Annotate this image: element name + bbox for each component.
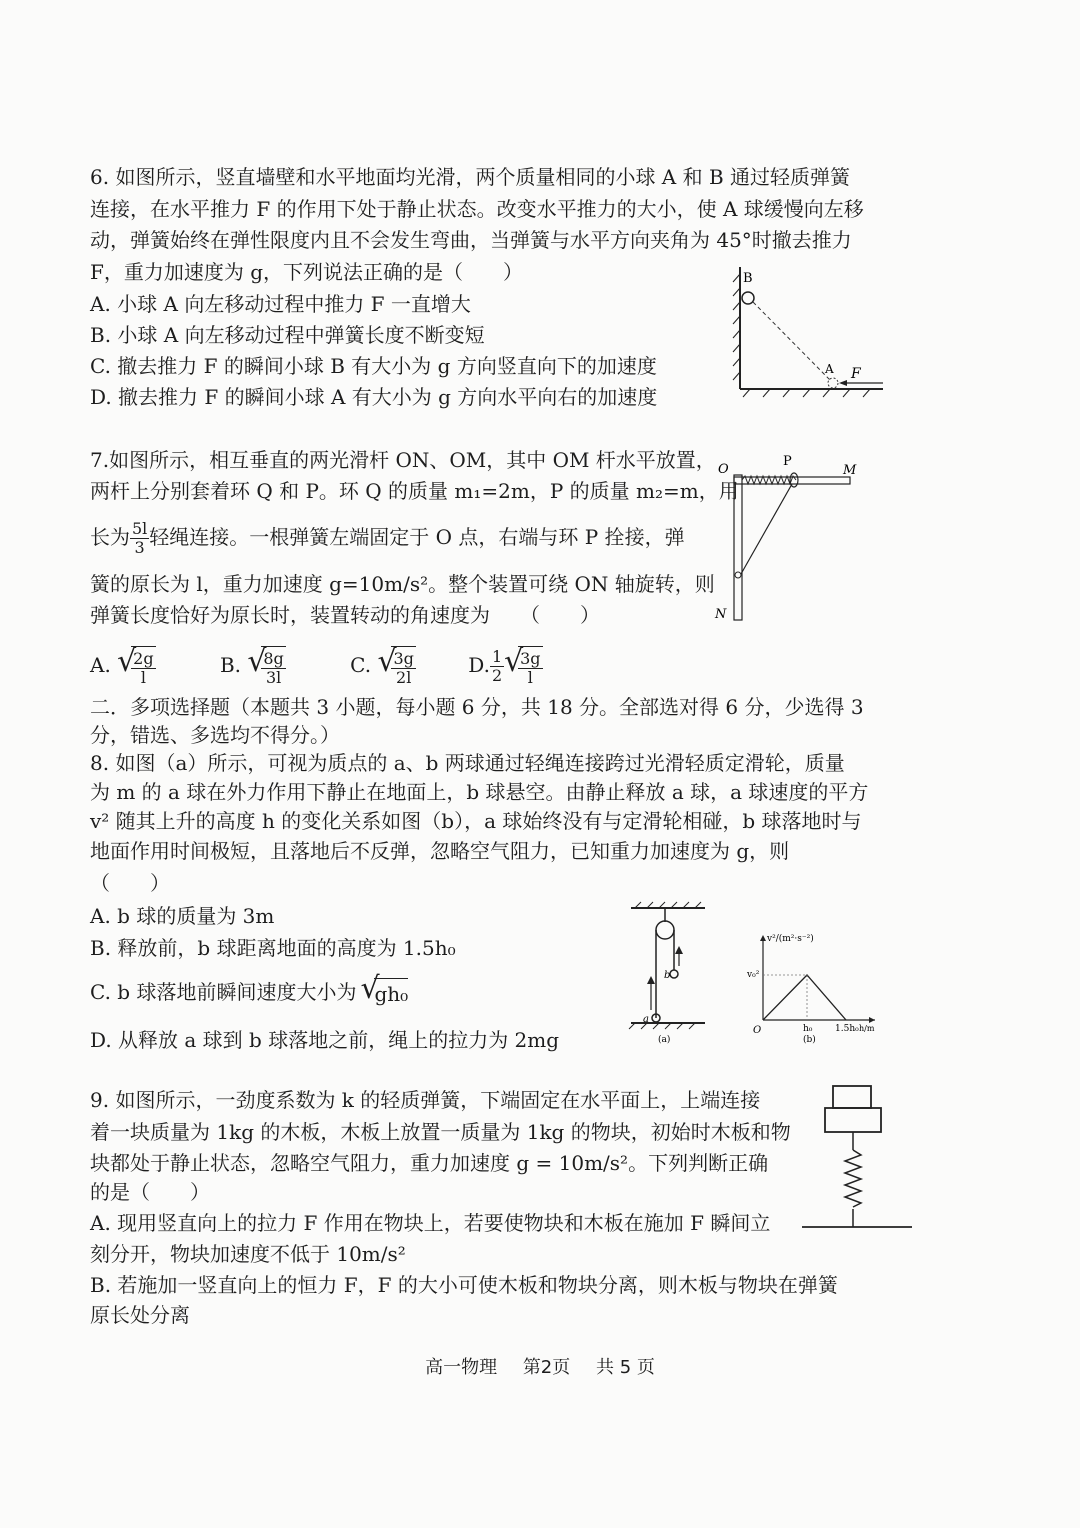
v2-graph-line	[763, 975, 846, 1020]
q7-line-3-post: 轻绳连接。一根弹簧左端固定于 O 点，右端与环 P 拴接，弹	[149, 525, 685, 549]
rod-on	[734, 475, 742, 620]
footer-subject: 高一物理	[425, 1357, 498, 1378]
q9-option-b-line-2: 原长处分离	[90, 1303, 190, 1327]
frac-num: 5l	[132, 519, 148, 538]
q9-line-3: 块都处于静止状态，忽略空气阻力，重力加速度 g = 10m/s²。下列判断正确	[90, 1151, 769, 1175]
q9-line-2: 着一块质量为 1kg 的木板，木板上放置一质量为 1kg 的物块，初始时木板和物	[90, 1120, 791, 1144]
q8-line-4: 地面作用时间极短，且落地后不反弹，忽略空气阻力，已知重力加速度为 g，则	[90, 839, 790, 863]
q6-option-d: D. 撤去推力 F 的瞬间小球 A 有大小为 g 方向水平向右的加速度	[90, 385, 658, 409]
label-p: P	[783, 454, 792, 469]
label-f: F	[851, 366, 861, 382]
label-a: A	[825, 362, 834, 376]
label-origin: O	[753, 1025, 762, 1036]
q8-figure-b	[745, 925, 880, 1045]
q7-option-d: D. $\frac{1}{2}$ √ $\frac{3g}{l}$	[468, 645, 542, 687]
q7-option-b: B. √ $\frac{8g}{3l}$	[220, 645, 286, 687]
q6-line-4: F，重力加速度为 g，下列说法正确的是（ ）	[90, 260, 524, 284]
pulley	[656, 921, 674, 939]
q8-figure-a	[625, 900, 715, 1050]
q7-line-2: 两杆上分别套着环 Q 和 P。环 Q 的质量 m₁=2m，P 的质量 m₂=m，用	[90, 479, 739, 503]
ring-q	[735, 572, 741, 578]
label-h15: 1.5h₀	[835, 1024, 859, 1034]
caption-b: (b)	[803, 1035, 816, 1045]
ylabel: v²/(m²·s⁻²)	[767, 934, 814, 944]
q7-line-3-pre: 长为	[90, 525, 130, 549]
caption-a: (a)	[658, 1035, 671, 1045]
ball-b	[742, 292, 754, 304]
rope	[741, 484, 792, 574]
label-b: b	[664, 970, 671, 981]
q7-line-4: 簧的原长为 l，重力加速度 g=10m/s²。整个装置可绕 ON 轴旋转，则	[90, 572, 715, 596]
q7-options	[90, 645, 581, 687]
page-footer	[0, 1353, 1080, 1379]
q9-option-b-line-1: B. 若施加一竖直向上的恒力 F，F 的大小可使木板和物块分离，则木板与物块在弹簧	[90, 1273, 838, 1297]
q8-line-3: v² 随其上升的高度 h 的变化关系如图（b），a 球始终没有与定滑轮相碰，b 球落地时与	[90, 809, 862, 833]
label-n: N	[715, 607, 727, 622]
footer-page: 第2页	[522, 1357, 571, 1378]
q6-option-a: A. 小球 A 向左移动过程中推力 F 一直增大	[90, 292, 471, 316]
q7-rope-fraction	[130, 520, 149, 557]
label-a: a	[643, 1014, 649, 1025]
q8-option-b: B. 释放前，b 球距离地面的高度为 1.5h₀	[90, 936, 456, 960]
q8-line-1: 8. 如图（a）所示，可视为质点的 a、b 两球通过轻绳连接跨过光滑轻质定滑轮，质量	[90, 751, 845, 775]
q9-line-1: 9. 如图所示，一劲度系数为 k 的轻质弹簧，下端固定在水平面上，上端连接	[90, 1088, 761, 1112]
q6-option-b: B. 小球 A 向左移动过程中弹簧长度不断变短	[90, 323, 485, 347]
q7-line-5: 弹簧长度恰好为原长时，装置转动的角速度为 （ ）	[90, 603, 600, 627]
label-m: M	[843, 463, 857, 478]
q8-option-d: D. 从释放 a 球到 b 球落地之前，绳上的拉力为 2mg	[90, 1028, 560, 1052]
q9-option-a-line-2: 刻分开，物块加速度不低于 10m/s²	[90, 1242, 406, 1266]
frac-den: 3	[134, 538, 145, 557]
label-v0: v₀²	[747, 970, 760, 980]
label-xunit: h/m	[859, 1024, 875, 1033]
label-b: B	[743, 271, 753, 286]
q7-line-1: 7.如图所示，相互垂直的两光滑杆 ON、OM，其中 OM 杆水平放置，	[90, 448, 716, 472]
q7-figure	[710, 450, 860, 628]
label-o: O	[718, 462, 729, 477]
q7-option-c: C. √ $\frac{3g}{2l}$	[350, 645, 416, 687]
q8-option-a: A. b 球的质量为 3m	[90, 904, 275, 928]
ball-b	[670, 970, 678, 978]
q9-option-a-line-1: A. 现用竖直向上的拉力 F 作用在物块上，若要使物块和木板在施加 F 瞬间立	[90, 1211, 771, 1235]
q7-option-a: A. √ $\frac{2g}{l}$	[90, 645, 156, 687]
q7-line-3	[90, 520, 685, 557]
label-h0: h₀	[803, 1024, 813, 1034]
spring	[742, 476, 796, 484]
block	[833, 1086, 871, 1108]
q8-option-c: C. b 球落地前瞬间速度大小为√ gh₀	[90, 977, 408, 1009]
q6-figure	[725, 262, 890, 407]
footer-total: 共 5 页	[596, 1357, 655, 1378]
q6-line-2: 连接，在水平推力 F 的作用下处于静止状态。改变水平推力的大小，使 A 球缓慢向左移	[90, 197, 864, 221]
q8-line-5: （ ）	[90, 871, 170, 895]
q9-figure	[800, 1080, 915, 1235]
q8-line-2: 为 m 的 a 球在外力作用下静止在地面上，b 球悬空。由静止释放 a 球，a 球速度的平方	[90, 780, 869, 804]
q9-line-4: 的是（ ）	[90, 1180, 210, 1204]
q6-line-3: 动，弹簧始终在弹性限度内且不会发生弯曲，当弹簧与水平方向夹角为 45°时撤去推力	[90, 228, 852, 252]
section2-line-2: 分，错选、多选均不得分。）	[90, 723, 340, 747]
spring	[845, 1150, 861, 1207]
q6-line-1: 6. 如图所示，竖直墙壁和水平地面均光滑，两个质量相同的小球 A 和 B 通过轻质弹簧	[90, 165, 851, 189]
section2-line-1: 二．多项选择题（本题共 3 小题，每小题 6 分，共 18 分。全部选对得 6 分，少选得 3	[90, 695, 864, 719]
q6-option-c: C. 撤去推力 F 的瞬间小球 B 有大小为 g 方向竖直向下的加速度	[90, 354, 657, 378]
board	[825, 1108, 881, 1132]
spring-dashed	[753, 302, 830, 380]
